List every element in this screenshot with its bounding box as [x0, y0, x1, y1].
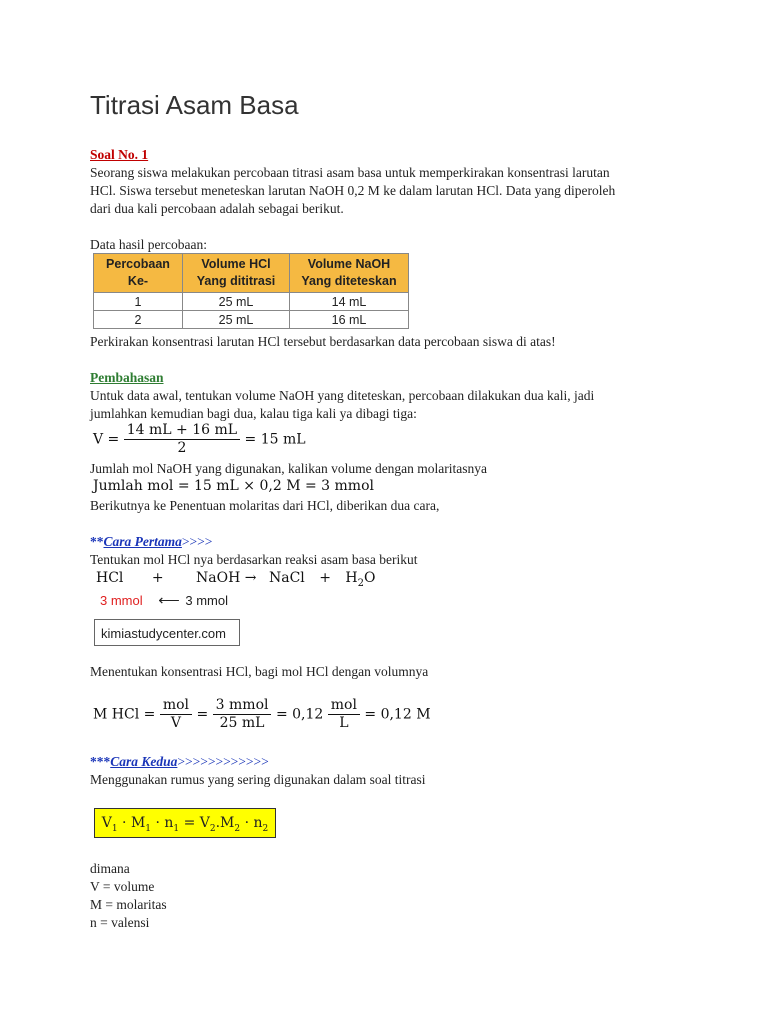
table-cell: 16 mL: [290, 311, 409, 329]
mmol-red: 3 mmol: [100, 593, 143, 608]
soal-line-2: HCl. Siswa tersebut meneteskan larutan NaOH 0,2 M ke dalam larutan HCl. Data yang diperoleh: [90, 183, 616, 198]
fraction-denominator: 2: [177, 440, 187, 456]
pembahasan-line-2: jumlahkan kemudian bagi dua, kalau tiga kali ya dibagi tiga:: [90, 406, 417, 421]
header-text: Yang diteteskan: [301, 274, 397, 288]
mmol-black: 3 mmol: [185, 593, 229, 608]
table-cell: 25 mL: [183, 293, 290, 311]
heading-prefix: **: [90, 534, 104, 549]
fraction-denominator: L: [339, 715, 349, 731]
header-text: Yang dititrasi: [196, 274, 276, 288]
formula-part: · n: [240, 815, 263, 831]
formula-part: = V: [179, 815, 210, 831]
header-volume-naoh: [290, 254, 409, 293]
formula-part: · M: [117, 815, 146, 831]
fraction: [124, 422, 240, 457]
mol-line: Jumlah mol NaOH yang digunakan, kalikan volume dengan molaritasnya: [90, 461, 488, 476]
formula-subscript: 1: [173, 823, 180, 834]
table-row: [94, 311, 409, 329]
header-text: Volume NaOH: [307, 257, 391, 271]
question-line: Perkirakan konsentrasi larutan HCl tersebut berdasarkan data percobaan siswa di atas!: [90, 334, 556, 349]
plus-sign: +: [319, 570, 331, 586]
left-arrow-icon: ⟵: [158, 592, 180, 609]
data-table: [93, 253, 409, 329]
formula-subscript: 2: [209, 823, 216, 834]
product-water: [345, 570, 376, 589]
table-cell: 25 mL: [183, 311, 290, 329]
eq-mid: = 0,12: [275, 706, 324, 723]
formula-subscript: 1: [111, 823, 118, 834]
heading-prefix: ***: [90, 754, 111, 769]
cara-kedua-line: Menggunakan rumus yang sering digunakan dalam soal titrasi: [90, 772, 426, 787]
titration-formula-box: [94, 808, 276, 838]
formula-part: .M: [215, 815, 235, 831]
equation-mol: Jumlah mol = 15 mL × 0,2 M = 3 mmol: [93, 478, 374, 494]
formula-subscript: 2: [262, 823, 269, 834]
eq-rhs: = 0,12 M: [364, 706, 431, 723]
fraction: [160, 697, 192, 732]
formula-subscript: 2: [234, 823, 241, 834]
fraction: [213, 697, 272, 732]
header-text: Percobaan: [106, 257, 170, 271]
reactant-hcl: HCl: [96, 570, 124, 586]
header-text: Ke-: [127, 274, 149, 288]
header-percobaan: [94, 254, 183, 293]
mmol-row: [100, 591, 228, 609]
site-watermark-box: kimiastudycenter.com: [94, 619, 240, 646]
fraction-denominator: 25 mL: [219, 715, 265, 731]
plus-sign: +: [151, 570, 164, 586]
cara-kedua-link[interactable]: Cara Kedua: [110, 754, 178, 769]
heading-suffix: >>>>: [181, 534, 213, 549]
eq-rhs: = 15 mL: [244, 431, 306, 448]
fraction: [328, 697, 360, 732]
fraction-denominator: V: [170, 715, 181, 731]
header-text: Volume HCl: [201, 257, 271, 271]
reactant-naoh: NaOH →: [196, 570, 257, 586]
header-volume-hcl: [183, 254, 290, 293]
conc-line: Menentukan konsentrasi HCl, bagi mol HCl dengan volumnya: [90, 664, 429, 679]
product-nacl: NaCl: [268, 570, 305, 586]
pembahasan-line-1: Untuk data awal, tentukan volume NaOH yang diteteskan, percobaan dilakukan dua kali, jadi: [90, 388, 595, 403]
water-h: H: [345, 570, 358, 586]
eq-equals: =: [196, 706, 209, 723]
formula-part: · n: [151, 815, 174, 831]
eq-lhs: V =: [93, 431, 120, 448]
heading-suffix: >>>>>>>>>>>>: [177, 754, 269, 769]
legend-volume: V = volume: [90, 879, 155, 894]
soal-line-1: Seorang siswa melakukan percobaan titrasi asam basa untuk memperkirakan konsentrasi larutan: [90, 165, 610, 180]
formula-subscript: 1: [145, 823, 152, 834]
cara-pertama-heading: [90, 533, 212, 551]
cara-kedua-heading: [90, 753, 269, 771]
legend-valensi: n = valensi: [90, 915, 150, 930]
legend-molaritas: M = molaritas: [90, 897, 167, 912]
water-o: O: [364, 570, 376, 586]
cara-pertama-line: Tentukan mol HCl nya berdasarkan reaksi asam basa berikut: [90, 552, 418, 567]
formula-part: V: [101, 815, 112, 831]
soal-line-3: dari dua kali percobaan adalah sebagai berikut.: [90, 201, 344, 216]
fraction-numerator: 14 mL + 16 mL: [124, 422, 240, 440]
equation-volume: [93, 422, 306, 457]
table-cell: 2: [94, 311, 183, 329]
water-subscript: 2: [357, 577, 364, 589]
reaction-equation: [96, 570, 396, 589]
table-row: [94, 293, 409, 311]
fraction-numerator: 3 mmol: [213, 697, 272, 715]
page-title: Titrasi Asam Basa: [90, 90, 299, 120]
soal-heading: Soal No. 1: [90, 147, 149, 162]
fraction-numerator: mol: [328, 697, 360, 715]
data-label: Data hasil percobaan:: [90, 237, 207, 252]
legend-dimana: dimana: [90, 861, 130, 876]
cara-pertama-link[interactable]: Cara Pertama: [103, 534, 182, 549]
pembahasan-heading: Pembahasan: [90, 370, 164, 385]
equation-molarity: [93, 697, 431, 732]
table-cell: 14 mL: [290, 293, 409, 311]
table-header-row: [94, 254, 409, 293]
fraction-numerator: mol: [160, 697, 192, 715]
table-cell: 1: [94, 293, 183, 311]
next-line: Berikutnya ke Penentuan molaritas dari HCl, diberikan dua cara,: [90, 498, 440, 513]
eq-lhs: M HCl =: [93, 706, 156, 723]
